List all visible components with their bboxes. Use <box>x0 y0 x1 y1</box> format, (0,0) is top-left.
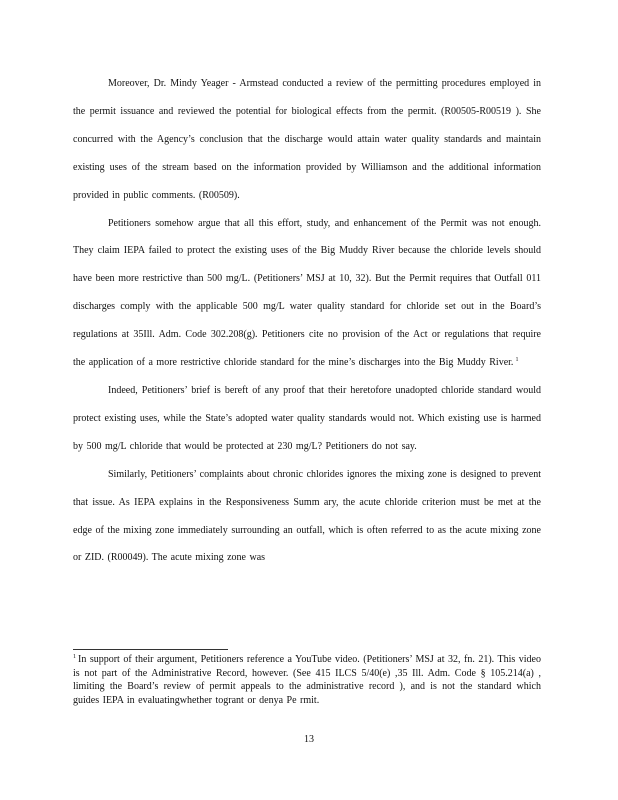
paragraph-4: Similarly, Petitioners’ complaints about chronic chlorides ignores the mixing zone is designed to prevent that issue. As IEPA explains in the Responsiveness Summ ary, the acute chloride criterion must be met at the edge of the mixing zone immediately surrounding an outfall, which is often referred to as the acute mixing zone or ZID. (R00049). The acute mixing zone was <box>73 468 541 564</box>
paragraph-2 <box>73 210 541 377</box>
footnote-mark: 1 <box>73 653 76 660</box>
footnote-text: In support of their argument, Petitioners reference a YouTube video. (Petitioners’ MSJ at 32, fn. 21). This video is not part of the Administrative Record, however. (See 415 ILCS 5/40(e) ,35 Ill. Adm. Code § 105.214(a) , limiting the Board’s review of permit appeals to the administrative record ), and is not the standard which guides IEPA in evaluatingwhether togrant or denya Pe rmit. <box>73 654 541 706</box>
page-number: 13 <box>304 734 314 745</box>
paragraph-2-text: Petitioners somehow argue that all this effort, study, and enhancement of the Permit was not enough. They claim IEPA failed to protect the existing uses of the Big Muddy River because the chloride levels should have been more restrictive than 500 mg/L. (Petitioners’ MSJ at 10, 32). But the Permit requires that Outfall 011 discharges comply with the applicable 500 mg/L water quality standard for chloride set out in the Board’s regulations at 35Ill. Adm. Code 302.208(g). Petitioners cite no provision of the Act or regulations that require the application of a more restrictive chloride standard for the mine’s discharges into the Big Muddy River. <box>73 217 541 369</box>
body-text <box>73 70 541 572</box>
footnote <box>73 653 541 707</box>
paragraph-1: Moreover, Dr. Mindy Yeager - Armstead conducted a review of the permitting procedures employed in the permit issuance and reviewed the potential for biological effects from the permit. (R00505-R00519 ). She concurred with the Agency’s conclusion that the discharge would attain water quality standards and maintain existing uses of the stream based on the information provided by Williamson and the additional information provided in public comments. (R00509). <box>73 78 541 201</box>
footnote-reference[interactable]: 1 <box>515 356 519 363</box>
paragraph-3: Indeed, Petitioners’ brief is bereft of any proof that their heretofore unadopted chloride standard would protect existing uses, while the State’s adopted water quality standards would not. Which existing use is harmed by 500 mg/L chloride that would be protected at 230 mg/L? Petitioners do not say. <box>73 384 541 452</box>
footnote-divider <box>73 649 228 650</box>
